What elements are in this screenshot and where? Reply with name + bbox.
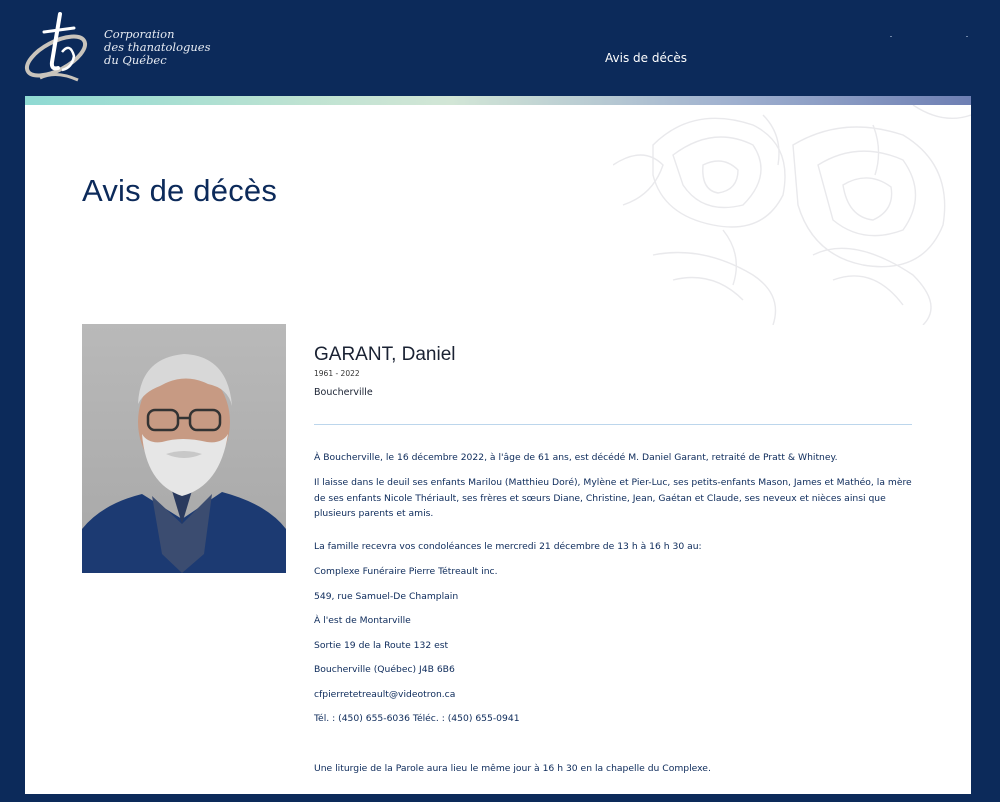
deceased-name: GARANT, Daniel — [314, 344, 456, 365]
deceased-city: Boucherville — [314, 387, 373, 398]
deceased-years: 1961 - 2022 — [314, 369, 360, 378]
logo-mark-icon — [22, 12, 90, 82]
deceased-photo — [82, 324, 286, 573]
site-logo[interactable] — [22, 12, 211, 84]
funeral-home-email[interactable]: cfpierretetreault@videotron.ca — [314, 689, 456, 700]
logo-line-2: des thanatologues — [104, 40, 211, 54]
funeral-home-direction: À l'est de Montarville — [314, 615, 411, 626]
obituary-paragraph: Une liturgie de la Parole aura lieu le même jour à 16 h 30 en la chapelle du Complexe. — [314, 763, 711, 774]
funeral-home-name: Complexe Funéraire Pierre Tétreault inc. — [314, 566, 498, 577]
obituary-paragraph: Il laisse dans le deuil ses enfants Marilou (Matthieu Doré), Mylène et Pier-Luc, ses petits-enfants Mason, James et Mathéo, la mère de ses enfants Nicole Thériault, ses frères et sœurs Diane, Christine, Jean, Gaétan et Claude, ses neveux et nièces ainsi que plusieurs parents et amis. — [314, 477, 912, 519]
logo-wordmark — [104, 28, 211, 67]
accent-gradient-bar — [25, 96, 971, 105]
nav-dot — [890, 36, 892, 37]
nav-link-avis-de-deces[interactable]: Avis de décès — [605, 51, 688, 65]
funeral-home-exit: Sortie 19 de la Route 132 est — [314, 640, 449, 651]
obituary-paragraph: La famille recevra vos condoléances le mercredi 21 décembre de 13 h à 16 h 30 au: — [314, 541, 702, 552]
logo-line-1: Corporation — [104, 27, 175, 41]
obituary-details — [314, 105, 914, 794]
nav-dot — [966, 36, 968, 37]
obituary-paragraph: À Boucherville, le 16 décembre 2022, à l'âge de 61 ans, est décédé M. Daniel Garant, retraité de Pratt & Whitney. — [314, 452, 838, 463]
site-header — [0, 0, 1000, 96]
funeral-home-address: 549, rue Samuel-De Champlain — [314, 591, 459, 602]
funeral-home-phone: Tél. : (450) 655-6036 Téléc. : (450) 655-0941 — [314, 713, 520, 724]
logo-line-3: du Québec — [104, 53, 167, 67]
main-content — [25, 105, 971, 794]
funeral-home-city: Boucherville (Québec) J4B 6B6 — [314, 664, 455, 675]
section-divider — [314, 424, 912, 425]
page-title: Avis de décès — [82, 173, 278, 208]
